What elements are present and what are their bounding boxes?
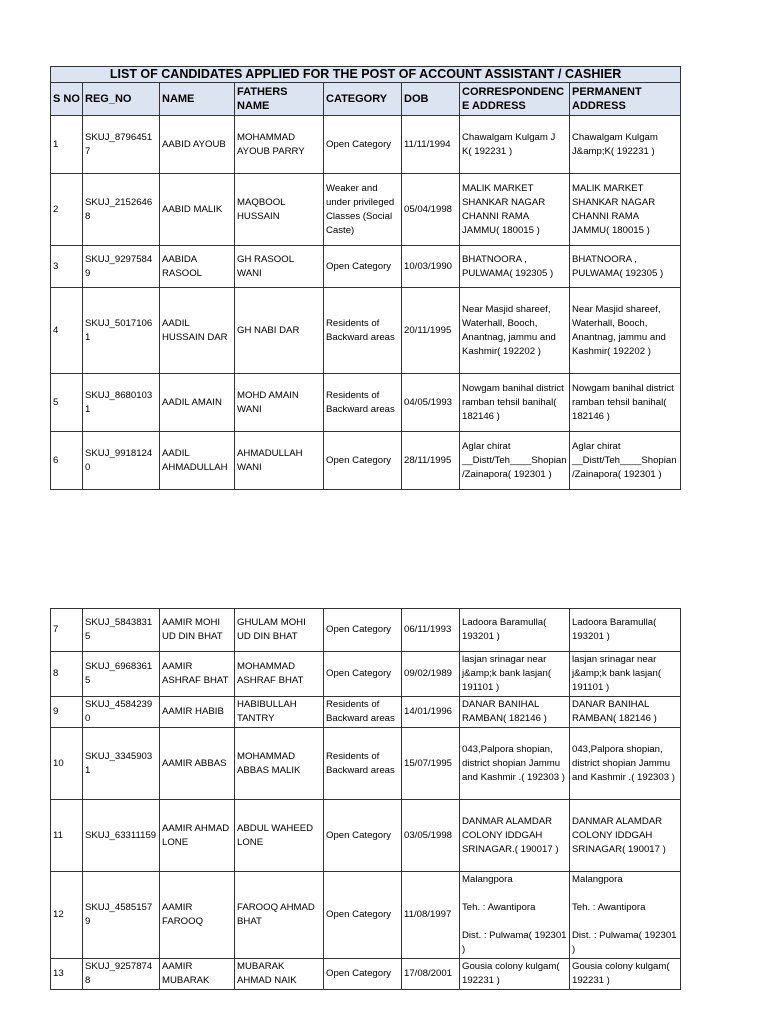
- cell-name: AADIL AMAIN: [160, 374, 235, 432]
- cell-correspondence-address: DANMAR ALAMDAR COLONY IDDGAH SRINAGAR.( 190017 ): [460, 800, 570, 872]
- cell-category: Open Category: [324, 609, 402, 652]
- cell-reg-no: SKUJ_50171061: [83, 288, 160, 374]
- cell-fathers-name: MUBARAK AHMAD NAIK: [235, 959, 324, 990]
- cell-category: Open Category: [324, 246, 402, 288]
- cell-permanent-address: Nowgam banihal district ramban tehsil banihal( 182146 ): [570, 374, 681, 432]
- cell-name: AAMIR HABIB: [160, 697, 235, 728]
- cell-fathers-name: GH RASOOL WANI: [235, 246, 324, 288]
- cell-category: Open Category: [324, 432, 402, 490]
- cell-dob: 05/04/1998: [402, 174, 460, 246]
- cell-reg-no: SKUJ_45842390: [83, 697, 160, 728]
- col-header-permanent-address: PERMANENT ADDRESS: [570, 83, 681, 116]
- candidates-table-page-2: [50, 608, 681, 990]
- cell-reg-no: SKUJ_86801031: [83, 374, 160, 432]
- cell-sno: 10: [51, 728, 83, 800]
- cell-correspondence-address: Nowgam banihal district ramban tehsil banihal( 182146 ): [460, 374, 570, 432]
- cell-dob: 17/08/2001: [402, 959, 460, 990]
- cell-dob: 11/11/1994: [402, 116, 460, 174]
- table-row: [51, 288, 681, 374]
- cell-fathers-name: ABDUL WAHEED LONE: [235, 800, 324, 872]
- cell-dob: 14/01/1996: [402, 697, 460, 728]
- cell-permanent-address: Gousia colony kulgam( 192231 ): [570, 959, 681, 990]
- cell-fathers-name: HABIBULLAH TANTRY: [235, 697, 324, 728]
- col-header-category: CATEGORY: [324, 83, 402, 116]
- cell-sno: 12: [51, 872, 83, 959]
- cell-sno: 9: [51, 697, 83, 728]
- cell-reg-no: SKUJ_92975849: [83, 246, 160, 288]
- cell-permanent-address: Chawalgam Kulgam J&amp;K( 192231 ): [570, 116, 681, 174]
- cell-dob: 09/02/1989: [402, 652, 460, 697]
- cell-correspondence-address: Aglar chirat __Distt/Teh____Shopian/Zainapora( 192301 ): [460, 432, 570, 490]
- cell-correspondence-address: 043,Palpora shopian, district shopian Jammu and Kashmir .( 192303 ): [460, 728, 570, 800]
- col-header-name: NAME: [160, 83, 235, 116]
- cell-permanent-address: DANMAR ALAMDAR COLONY IDDGAH SRINAGAR( 190017 ): [570, 800, 681, 872]
- table-row: [51, 697, 681, 728]
- cell-dob: 15/07/1995: [402, 728, 460, 800]
- cell-name: AAMIR MOHI UD DIN BHAT: [160, 609, 235, 652]
- cell-reg-no: SKUJ_21526468: [83, 174, 160, 246]
- cell-name: AAMIR FAROOQ: [160, 872, 235, 959]
- cell-permanent-address: Malangpora Teh. : Awantipora Dist. : Pulwama( 192301 ): [570, 872, 681, 959]
- cell-correspondence-address: lasjan srinagar near j&amp;k bank lasjan( 191101 ): [460, 652, 570, 697]
- cell-dob: 10/03/1990: [402, 246, 460, 288]
- cell-dob: 28/11/1995: [402, 432, 460, 490]
- cell-sno: 2: [51, 174, 83, 246]
- table-row: [51, 959, 681, 990]
- cell-correspondence-address: Chawalgam Kulgam J K( 192231 ): [460, 116, 570, 174]
- col-header-sno: S NO: [51, 83, 83, 116]
- cell-name: AADIL HUSSAIN DAR: [160, 288, 235, 374]
- cell-permanent-address: Aglar chirat __Distt/Teh____Shopian/Zainapora( 192301 ): [570, 432, 681, 490]
- cell-fathers-name: MOHAMMAD ABBAS MALIK: [235, 728, 324, 800]
- table-row: [51, 116, 681, 174]
- cell-sno: 11: [51, 800, 83, 872]
- cell-name: AABID MALIK: [160, 174, 235, 246]
- col-header-correspondence-address: CORRESPONDENCE ADDRESS: [460, 83, 570, 116]
- cell-correspondence-address: BHATNOORA , PULWAMA( 192305 ): [460, 246, 570, 288]
- cell-dob: 11/08/1997: [402, 872, 460, 959]
- cell-category: Open Category: [324, 800, 402, 872]
- cell-fathers-name: GHULAM MOHI UD DIN BHAT: [235, 609, 324, 652]
- cell-category: Residents of Backward areas: [324, 288, 402, 374]
- cell-dob: 06/11/1993: [402, 609, 460, 652]
- cell-reg-no: SKUJ_45851579: [83, 872, 160, 959]
- header-row: [51, 83, 681, 116]
- cell-reg-no: SKUJ_63311159: [83, 800, 160, 872]
- cell-correspondence-address: Ladoora Baramulla( 193201 ): [460, 609, 570, 652]
- cell-category: Residents of Backward areas: [324, 697, 402, 728]
- cell-fathers-name: FAROOQ AHMAD BHAT: [235, 872, 324, 959]
- cell-reg-no: SKUJ_87964517: [83, 116, 160, 174]
- candidates-table-page-1: [50, 66, 681, 490]
- cell-fathers-name: MOHD AMAIN WANI: [235, 374, 324, 432]
- cell-name: AAMIR MUBARAK: [160, 959, 235, 990]
- cell-fathers-name: MOHAMMAD AYOUB PARRY: [235, 116, 324, 174]
- cell-permanent-address: Ladoora Baramulla( 193201 ): [570, 609, 681, 652]
- cell-fathers-name: MAQBOOL HUSSAIN: [235, 174, 324, 246]
- cell-reg-no: SKUJ_92578748: [83, 959, 160, 990]
- cell-permanent-address: lasjan srinagar near j&amp;k bank lasjan( 191101 ): [570, 652, 681, 697]
- cell-fathers-name: GH NABI DAR: [235, 288, 324, 374]
- cell-correspondence-address: DANAR BANIHAL RAMBAN( 182146 ): [460, 697, 570, 728]
- table-row: [51, 609, 681, 652]
- cell-correspondence-address: MALIK MARKET SHANKAR NAGAR CHANNI RAMA JAMMU( 180015 ): [460, 174, 570, 246]
- table-row: [51, 432, 681, 490]
- list-title: LIST OF CANDIDATES APPLIED FOR THE POST OF ACCOUNT ASSISTANT / CASHIER: [51, 67, 681, 83]
- cell-category: Open Category: [324, 872, 402, 959]
- cell-sno: 5: [51, 374, 83, 432]
- col-header-fathers-name: FATHERS NAME: [235, 83, 324, 116]
- cell-fathers-name: MOHAMMAD ASHRAF BHAT: [235, 652, 324, 697]
- cell-name: AADIL AHMADULLAH: [160, 432, 235, 490]
- cell-name: AABID AYOUB: [160, 116, 235, 174]
- cell-name: AAMIR ASHRAF BHAT: [160, 652, 235, 697]
- cell-permanent-address: 043,Palpora shopian, district shopian Jammu and Kashmir .( 192303 ): [570, 728, 681, 800]
- table-row: [51, 246, 681, 288]
- cell-name: AAMIR AHMAD LONE: [160, 800, 235, 872]
- cell-sno: 13: [51, 959, 83, 990]
- cell-name: AABIDA RASOOL: [160, 246, 235, 288]
- col-header-dob: DOB: [402, 83, 460, 116]
- cell-permanent-address: MALIK MARKET SHANKAR NAGAR CHANNI RAMA JAMMU( 180015 ): [570, 174, 681, 246]
- cell-reg-no: SKUJ_69683615: [83, 652, 160, 697]
- cell-category: Weaker and under privileged Classes (Social Caste): [324, 174, 402, 246]
- col-header-reg-no: REG_NO: [83, 83, 160, 116]
- cell-reg-no: SKUJ_58438315: [83, 609, 160, 652]
- cell-category: Residents of Backward areas: [324, 374, 402, 432]
- cell-permanent-address: DANAR BANIHAL RAMBAN( 182146 ): [570, 697, 681, 728]
- table-row: [51, 174, 681, 246]
- cell-fathers-name: AHMADULLAH WANI: [235, 432, 324, 490]
- table-row: [51, 800, 681, 872]
- cell-category: Residents of Backward areas: [324, 728, 402, 800]
- cell-correspondence-address: Gousia colony kulgam( 192231 ): [460, 959, 570, 990]
- table-row: [51, 374, 681, 432]
- cell-reg-no: SKUJ_99181240: [83, 432, 160, 490]
- cell-sno: 8: [51, 652, 83, 697]
- cell-category: Open Category: [324, 116, 402, 174]
- cell-sno: 1: [51, 116, 83, 174]
- cell-dob: 20/11/1995: [402, 288, 460, 374]
- cell-reg-no: SKUJ_33459031: [83, 728, 160, 800]
- cell-sno: 4: [51, 288, 83, 374]
- table-row: [51, 728, 681, 800]
- cell-dob: 03/05/1998: [402, 800, 460, 872]
- cell-category: Open Category: [324, 959, 402, 990]
- cell-sno: 7: [51, 609, 83, 652]
- cell-correspondence-address: Malangpora Teh. : Awantipora Dist. : Pulwama( 192301 ): [460, 872, 570, 959]
- cell-dob: 04/05/1993: [402, 374, 460, 432]
- cell-category: Open Category: [324, 652, 402, 697]
- table-row: [51, 652, 681, 697]
- cell-permanent-address: Near Masjid shareef, Waterhall, Booch, Anantnag, jammu and Kashmir( 192202 ): [570, 288, 681, 374]
- cell-permanent-address: BHATNOORA , PULWAMA( 192305 ): [570, 246, 681, 288]
- cell-name: AAMIR ABBAS: [160, 728, 235, 800]
- table-row: [51, 872, 681, 959]
- cell-correspondence-address: Near Masjid shareef, Waterhall, Booch, Anantnag, jammu and Kashmir( 192202 ): [460, 288, 570, 374]
- cell-sno: 6: [51, 432, 83, 490]
- cell-sno: 3: [51, 246, 83, 288]
